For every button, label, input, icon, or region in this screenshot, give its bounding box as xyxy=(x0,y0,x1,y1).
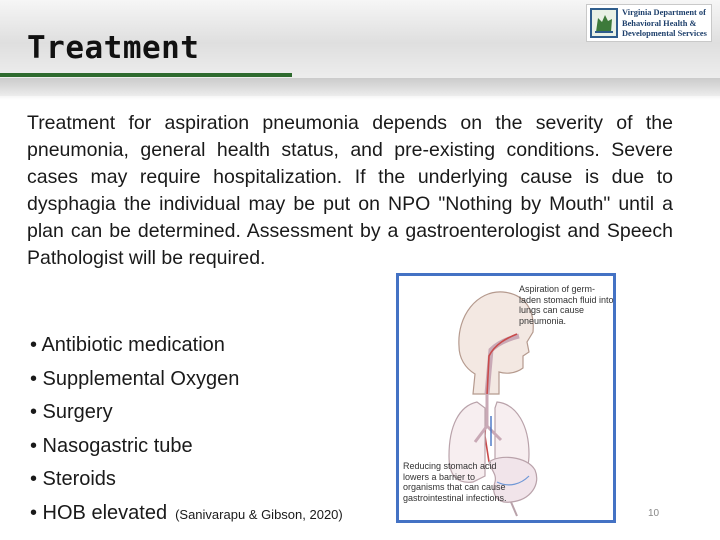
treatment-list xyxy=(30,329,343,531)
logo-line-1: Virginia Department of xyxy=(622,8,706,17)
list-item xyxy=(30,329,343,363)
intestine xyxy=(511,502,517,516)
list-item xyxy=(30,463,343,497)
list-item-text: • HOB elevated xyxy=(30,501,168,524)
header-shadow xyxy=(0,78,720,100)
list-item-text: • Steroids xyxy=(30,468,116,490)
list-item-text: • Surgery xyxy=(30,401,113,423)
figure-caption-top: Aspiration of germ-laden stomach fluid into lungs can cause pneumonia. xyxy=(519,284,614,326)
list-item-text: • Antibiotic medication xyxy=(30,334,225,356)
dbhds-logo xyxy=(586,4,712,42)
list-item xyxy=(30,497,343,532)
list-item-text: • Nasogastric tube xyxy=(30,434,193,457)
logo-wordmark xyxy=(622,8,712,40)
slide-title: Treatment xyxy=(27,30,200,66)
page-number: 10 xyxy=(648,508,660,519)
list-item xyxy=(30,430,343,464)
list-item xyxy=(30,396,343,430)
list-item-text: • Supplemental Oxygen xyxy=(30,367,240,390)
logo-line-3: Developmental Services xyxy=(622,29,707,38)
aspiration-figure xyxy=(396,273,616,523)
title-underline xyxy=(0,73,292,77)
state-seal-icon xyxy=(590,8,618,38)
treatment-paragraph: Treatment for aspiration pneumonia depends on the severity of the pneumonia, general health status, and pre-existing conditions. Severe cases may require hospitalization. If the underlying cause is due to dysphagia the individual may be put on NPO "Nothing by Mouth" until a plan can be determined. Assessment by a gastroenterologist and Speech Pathologist will be required. xyxy=(27,112,673,269)
logo-line-2: Behavioral Health & xyxy=(622,18,697,28)
figure-caption-bottom: Reducing stomach acid lowers a barrier to organisms that can cause gastrointestinal infections. xyxy=(403,461,507,503)
citation: (Sanivarapu & Gibson, 2020) xyxy=(175,506,343,522)
list-item xyxy=(30,363,343,397)
